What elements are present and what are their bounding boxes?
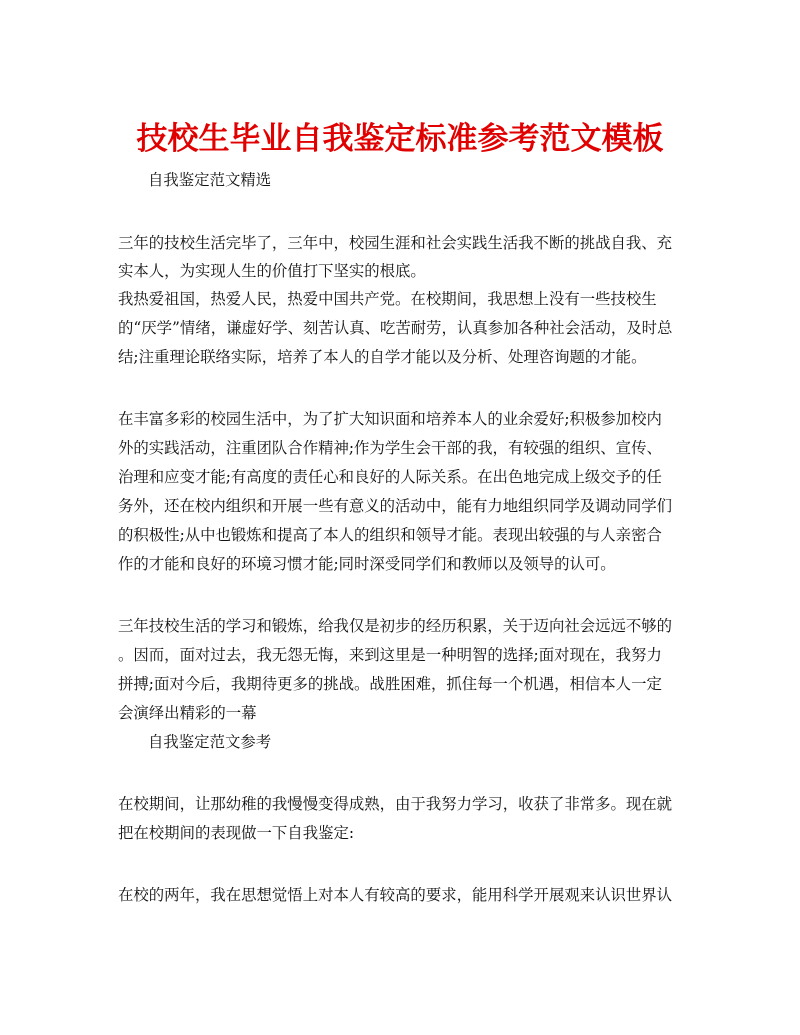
text-line: 结;注重理论联络实际，培养了本人的自学才能以及分析、处理咨询题的才能。 (118, 348, 647, 366)
section-heading: 自我鉴定范文精选 (148, 171, 272, 189)
text-line: 的积极性;从中也锻炼和提高了本人的组织和领导才能。表现出较强的与人亲密合 (118, 526, 662, 544)
text-line: 治理和应变才能;有高度的责任心和良好的人际关系。在出色地完成上级交予的任 (118, 468, 662, 486)
text-line: 把在校期间的表现做一下自我鉴定: (118, 824, 355, 842)
text-line: 实本人，为实现人生的价值打下坚实的根底。 (118, 262, 426, 280)
text-line: 我热爱祖国，热爱人民，热爱中国共产党。在校期间，我思想上没有一些技校生 (118, 290, 657, 308)
text-line: 在校的两年，我在思想觉悟上对本人有较高的要求，能用科学开展观来认识世界认 (118, 886, 673, 904)
text-line: 三年的技校生活完毕了，三年中，校园生涯和社会实践生活我不断的挑战自我、充 (118, 234, 673, 252)
text-line: 在丰富多彩的校园生活中，为了扩大知识面和培养本人的业余爱好;积极参加校内 (118, 410, 662, 428)
text-line: 。因而，面对过去，我无怨无悔，来到这里是一种明智的选择;面对现在，我努力 (118, 646, 662, 664)
text-line: 外的实践活动，注重团队合作精神;作为学生会干部的我，有较强的组织、宣传、 (118, 439, 662, 457)
text-line: 会演绎出精彩的一幕 (118, 704, 257, 722)
text-line: 务外，还在校内组织和开展一些有意义的活动中，能有力地组织同学及调动同学们 (118, 497, 673, 515)
text-line: 作的才能和良好的环境习惯才能;同时深受同学们和教师以及领导的认可。 (118, 555, 616, 573)
text-line: 拼搏;面对今后，我期待更多的挑战。战胜困难，抓住每一个机遇，相信本人一定 (118, 675, 662, 693)
text-line: 三年技校生活的学习和锻炼，给我仅是初步的经历积累，关于迈向社会远远不够的 (118, 617, 673, 635)
section-heading: 自我鉴定范文参考 (148, 733, 272, 751)
document-title: 技校生毕业自我鉴定标准参考范文模板 (136, 121, 664, 157)
text-line: 的“厌学”情绪，谦虚好学、刻苦认真、吃苦耐劳，认真参加各种社会活动，及时总 (118, 319, 673, 337)
text-line: 在校期间，让那幼稚的我慢慢变得成熟，由于我努力学习，收获了非常多。现在就 (118, 795, 673, 813)
